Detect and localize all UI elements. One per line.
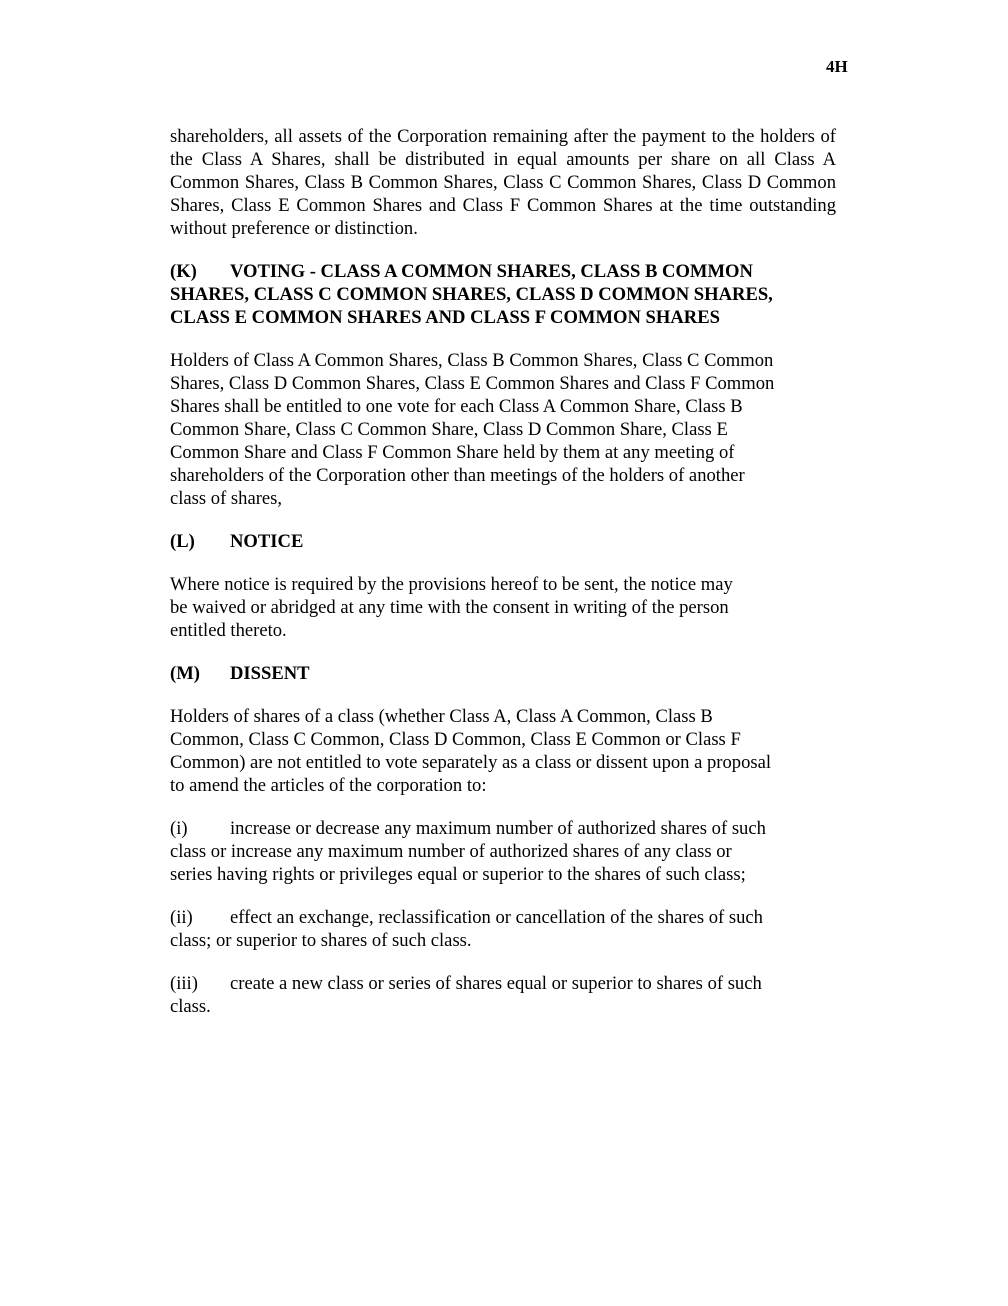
section-k-paragraph [170, 349, 836, 510]
list-item-marker: (i) [170, 818, 188, 839]
list-item-iii [170, 972, 836, 1018]
list-item-text: create a new class or series of shares equal or superior to shares of such [230, 973, 762, 994]
section-m-title: DISSENT [230, 663, 310, 684]
section-m-line: Holders of shares of a class (whether Class A, Class A Common, Class B [170, 706, 713, 727]
section-l-line: be waived or abridged at any time with the consent in writing of the person [170, 597, 729, 618]
section-k-line: Common Share, Class C Common Share, Class D Common Share, Class E [170, 419, 728, 440]
document-body [170, 125, 836, 1038]
section-m-line: to amend the articles of the corporation to: [170, 775, 487, 796]
section-l-line: Where notice is required by the provisions hereof to be sent, the notice may [170, 574, 733, 595]
section-m-line: Common) are not entitled to vote separately as a class or dissent upon a proposal [170, 752, 772, 773]
list-item-line: series having rights or privileges equal or superior to the shares of such class; [170, 864, 746, 885]
list-item-marker: (ii) [170, 907, 193, 928]
list-item-line: class; or superior to shares of such class. [170, 930, 472, 951]
list-item-first-line [170, 817, 836, 840]
section-l-heading [170, 530, 836, 553]
section-k-title-line-3: CLASS E COMMON SHARES AND CLASS F COMMON SHARES [170, 307, 720, 328]
section-m-paragraph [170, 705, 836, 797]
section-k-line: Shares, Class D Common Shares, Class E Common Shares and Class F Common [170, 373, 775, 394]
section-k-marker: (K) [170, 261, 197, 282]
section-k-title-line-1: VOTING - CLASS A COMMON SHARES, CLASS B COMMON [230, 261, 753, 282]
section-m-marker: (M) [170, 663, 200, 684]
list-item-first-line [170, 906, 836, 929]
page-number: 4H [826, 57, 848, 76]
section-k-heading [170, 260, 836, 329]
section-k-line: Shares shall be entitled to one vote for each Class A Common Share, Class B [170, 396, 743, 417]
list-item-ii [170, 906, 836, 952]
section-l-paragraph [170, 573, 836, 642]
section-k-line: Holders of Class A Common Shares, Class B Common Shares, Class C Common [170, 350, 774, 371]
list-item-line: class. [170, 996, 211, 1017]
section-l-line: entitled thereto. [170, 620, 287, 641]
section-k-line: shareholders of the Corporation other than meetings of the holders of another [170, 465, 745, 486]
list-item-first-line [170, 972, 836, 995]
section-k-line: class of shares, [170, 488, 283, 509]
list-item-i [170, 817, 836, 886]
list-item-marker: (iii) [170, 973, 198, 994]
list-item-text: increase or decrease any maximum number of authorized shares of such [230, 818, 766, 839]
section-k-title-line-2: SHARES, CLASS C COMMON SHARES, CLASS D COMMON SHARES, [170, 284, 773, 305]
section-l-marker: (L) [170, 531, 195, 552]
section-l-title: NOTICE [230, 531, 304, 552]
section-m-line: Common, Class C Common, Class D Common, Class E Common or Class F [170, 729, 741, 750]
list-item-text: effect an exchange, reclassification or cancellation of the shares of such [230, 907, 763, 928]
intro-paragraph: shareholders, all assets of the Corporation remaining after the payment to the holders of the Class A Shares, shall be distributed in equal amounts per share on all Class A Common Shares, Class B Common Shares, Class C Common Shares, Class D Common Shares, Class E Common Shares and Class F Common Shares at the time outstanding without preference or distinction. [170, 126, 836, 239]
list-item-line: class or increase any maximum number of authorized shares of any class or [170, 841, 732, 862]
section-k-line: Common Share and Class F Common Share held by them at any meeting of [170, 442, 735, 463]
section-m-heading [170, 662, 836, 685]
